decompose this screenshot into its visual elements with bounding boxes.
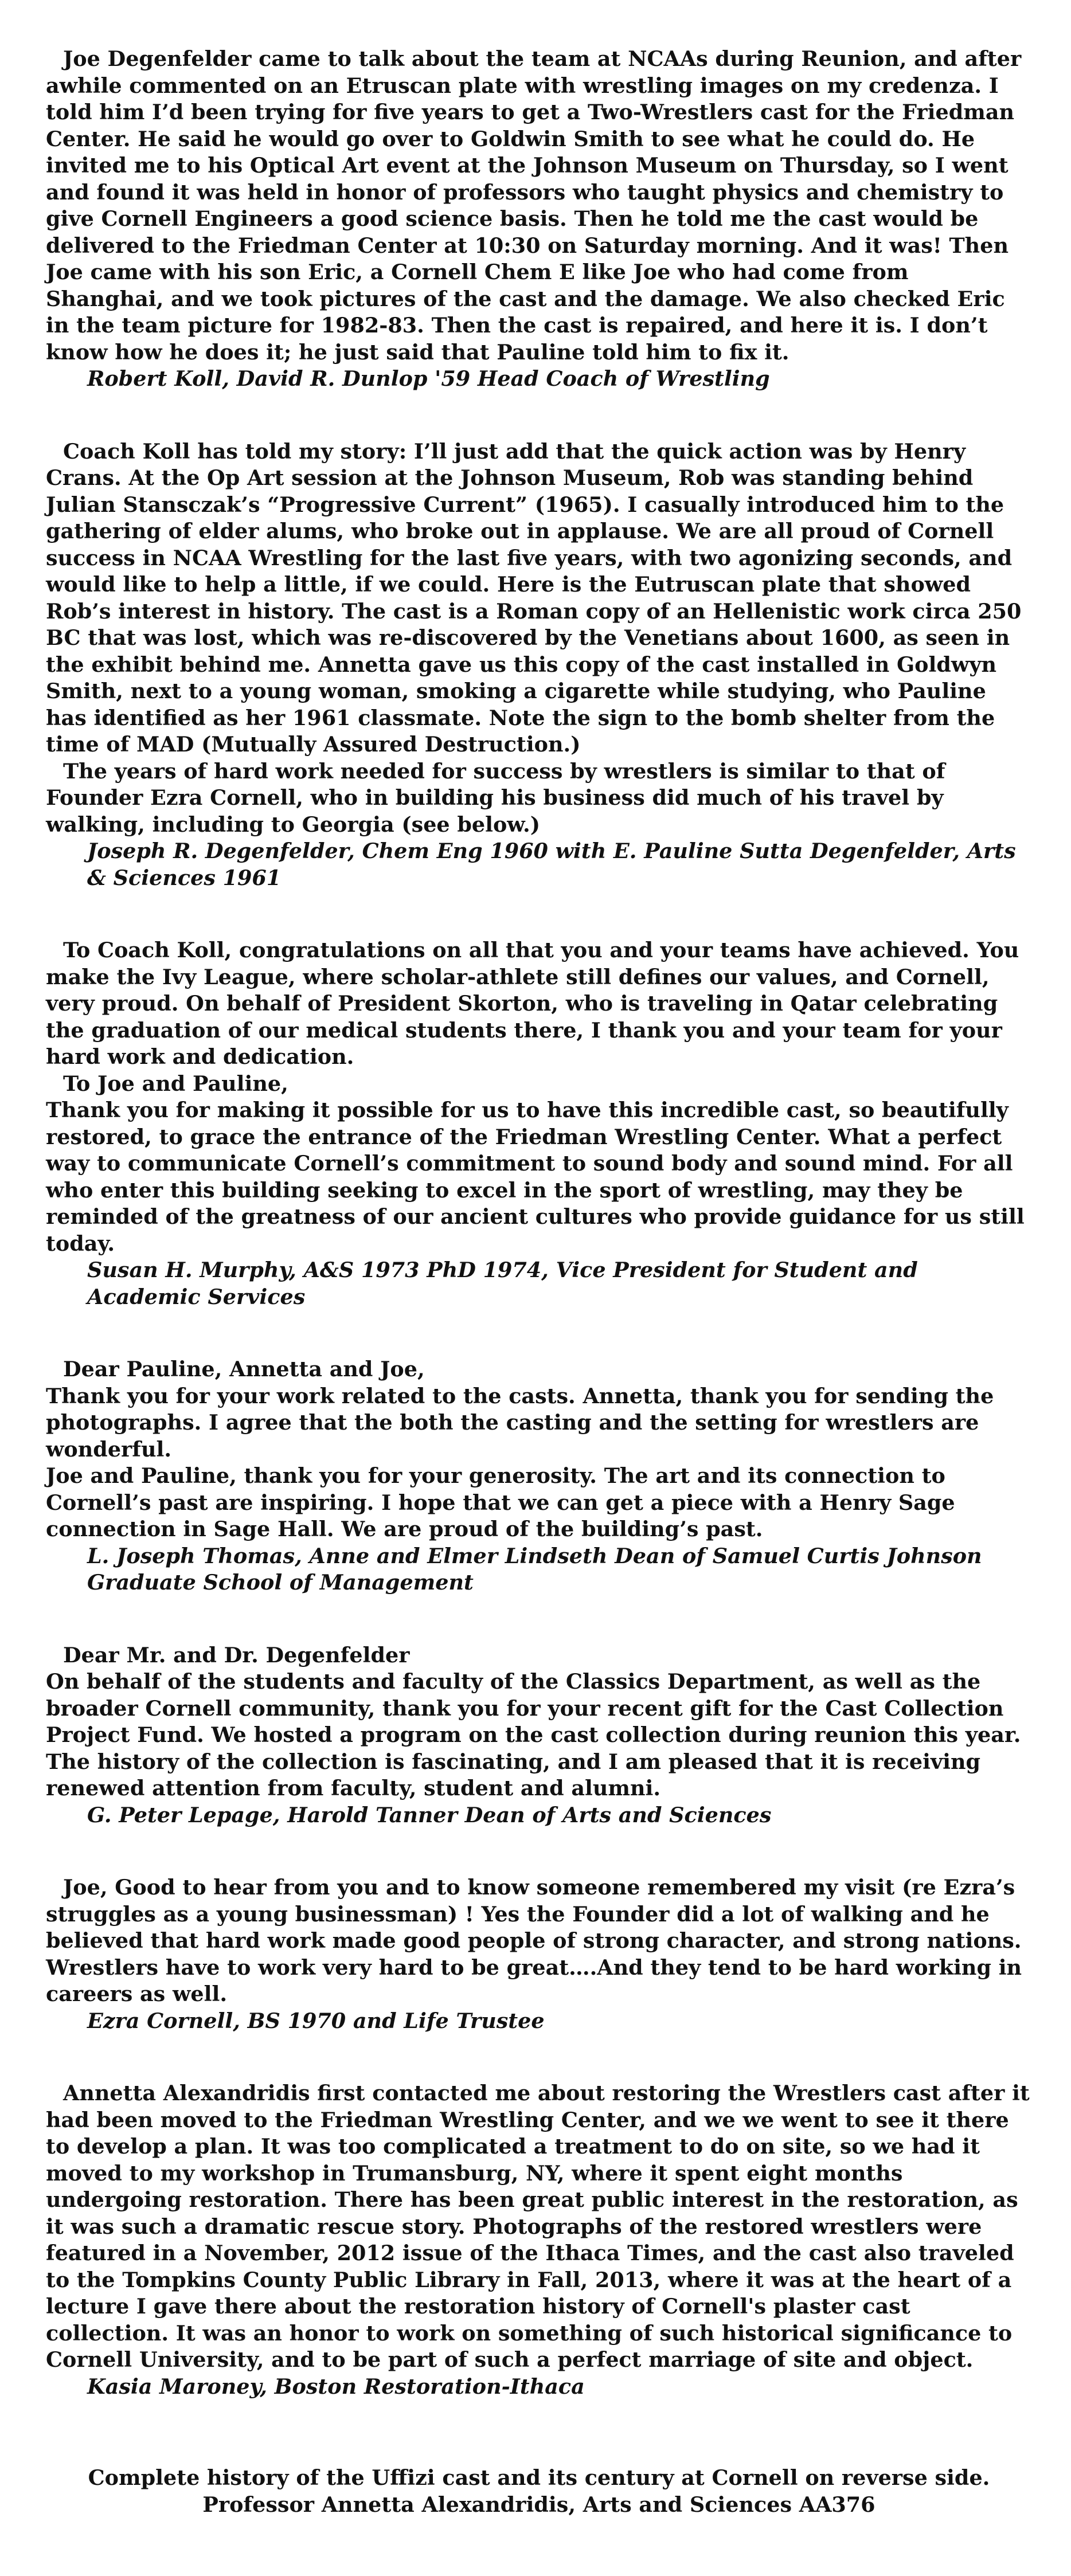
footer	[46, 2465, 1032, 2518]
paragraph: Annetta Alexandridis first contacted me about restoring the Wrestlers cast after it had been moved to the Friedman Wrestling Center, and we we went to see it there to develop a plan. It was too complicated a treatment to do on site, so we had it moved to my workshop in Trumansburg, NY, where it spent eight months undergoing restoration. There has been great public interest in the restoration, as it was such a dramatic rescue story. Photographs of the restored wrestlers were featured in a November, 2012 issue of the Ithaca Times, and the cast also traveled to the Tompkins County Public Library in Fall, 2013, where it was at the heart of a lecture I gave there about the restoration history of Cornell's plaster cast collection. It was an honor to work on something of such historical significance to Cornell University, and to be part of such a perfect marriage of site and object.	[46, 2081, 1030, 2372]
signature: Robert Koll, David R. Dunlop '59 Head Coach of Wrestling	[87, 366, 770, 391]
paragraph: To Coach Koll, congratulations on all that you and your teams have achieved. You make the Ivy League, where scholar-athlete still defines our values, and Cornell, very proud. On behalf of President Skorton, who is traveling in Qatar celebrating the graduation of our medical students there, I thank you and your team for your hard work and dedication.	[46, 938, 1019, 1069]
section-thomas	[46, 1356, 1032, 1596]
signature: Susan H. Murphy, A&S 1973 PhD 1974, Vice President for Student and Academic Services	[87, 1258, 918, 1309]
paragraph: Joe Degenfelder came to talk about the team at NCAAs during Reunion, and after awhile commented on an Etruscan plate with wrestling images on my credenza. I told him I’d been trying for five years to get a Two-Wrestlers cast for the Friedman Center. He said he would go over to Goldwin Smith to see what he could do. He invited me to his Optical Art event at the Johnson Museum on Thursday, so I went and found it was held in honor of professors who taught physics and chemistry to give Cornell Engineers a good science basis. Then he told me the cast would be delivered to the Friedman Center at 10:30 on Saturday morning. And it was! Then Joe came with his son Eric, a Cornell Chem E like Joe who had come from Shanghai, and we took pictures of the cast and the damage. We also checked Eric in the team picture for 1982-83. Then the cast is repaired, and here it is. I don’t know how he does it; he just said that Pauline told him to fix it.	[46, 46, 1022, 365]
paragraph: Dear Pauline, Annetta and Joe,	[63, 1357, 425, 1381]
paragraph: To Joe and Pauline,	[63, 1071, 288, 1096]
paragraph: The years of hard work needed for success by wrestlers is similar to that of Founder Ezra Cornell, who in building his business did much of his travel by walking, including to Georgia (see below.)	[46, 758, 945, 837]
paragraph: Joe, Good to hear from you and to know someone remembered my visit (re Ezra’s struggles as a young businessman) ! Yes the Founder did a lot of walking and he believed that hard work made good people of strong character, and strong nations. Wrestlers have to work very hard to be great….And they tend to be hard working in careers as well.	[46, 1875, 1022, 2006]
paragraph: Dear Mr. and Dr. Degenfelder	[63, 1642, 410, 1667]
signature: Ezra Cornell, BS 1970 and Life Trustee	[87, 2008, 545, 2033]
signature: Joseph R. Degenfelder, Chem Eng 1960 with E. Pauline Sutta Degenfelder, Arts & Sciences 1961	[87, 839, 1016, 890]
paragraph: Coach Koll has told my story: I’ll just add that the quick action was by Henry Crans. At the Op Art session at the Johnson Museum, Rob was standing behind Julian Stansczak’s “Progressive Current” (1965). I casually introduced him to the gathering of elder alums, who broke out in applause. We are all proud of Cornell success in NCAA Wrestling for the last five years, with two agonizing seconds, and would like to help a little, if we could. Here is the Eutruscan plate that showed Rob’s interest in history. The cast is a Roman copy of an Hellenistic work circa 250 BC that was lost, which was re-discovered by the Venetians about 1600, as seen in the exhibit behind me. Annetta gave us this copy of the cast installed in Goldwyn Smith, next to a young woman, smoking a cigarette while studying, who Pauline has identified as her 1961 classmate. Note the sign to the bomb shelter from the time of MAD (Mutually Assured Destruction.)	[46, 439, 1022, 757]
paragraph: On behalf of the students and faculty of the Classics Department, as well as the broader Cornell community, thank you for your recent gift for the Cast Collection Project Fund. We hosted a program on the cast collection during reunion this year. The history of the collection is fascinating, and I am pleased that it is receiving renewed attention from faculty, student and alumni.	[46, 1669, 1021, 1800]
document-body	[46, 46, 1032, 2446]
section-murphy	[46, 937, 1032, 1310]
section-maroney	[46, 2080, 1032, 2400]
section-degenfelder	[46, 439, 1032, 892]
footer-line: Professor Annetta Alexandridis, Arts and Sciences AA376	[202, 2492, 875, 2517]
section-ezra-cornell	[46, 1874, 1032, 2034]
section-lepage	[46, 1642, 1032, 1829]
section-koll	[46, 46, 1032, 393]
paragraph: Thank you for your work related to the casts. Annetta, thank you for sending the photographs. I agree that the both the casting and the setting for wrestlers are wonderful.	[46, 1383, 994, 1462]
paragraph: Thank you for making it possible for us to have this incredible cast, so beautifully restored, to grace the entrance of the Friedman Wrestling Center. What a perfect way to communicate Cornell’s commitment to sound body and sound mind. For all who enter this building seeking to excel in the sport of wrestling, may they be reminded of the greatness of our ancient cultures who provide guidance for us still today.	[46, 1098, 1025, 1256]
signature: G. Peter Lepage, Harold Tanner Dean of Arts and Sciences	[87, 1802, 772, 1827]
footer-line: Complete history of the Uffizi cast and its century at Cornell on reverse side.	[88, 2465, 990, 2490]
paragraph: Joe and Pauline, thank you for your generosity. The art and its connection to Cornell’s past are inspiring. I hope that we can get a piece with a Henry Sage connection in Sage Hall. We are proud of the building’s past.	[46, 1463, 955, 1541]
signature: L. Joseph Thomas, Anne and Elmer Lindseth Dean of Samuel Curtis Johnson Graduate School of Management	[87, 1543, 982, 1595]
signature: Kasia Maroney, Boston Restoration-Ithaca	[87, 2374, 585, 2399]
